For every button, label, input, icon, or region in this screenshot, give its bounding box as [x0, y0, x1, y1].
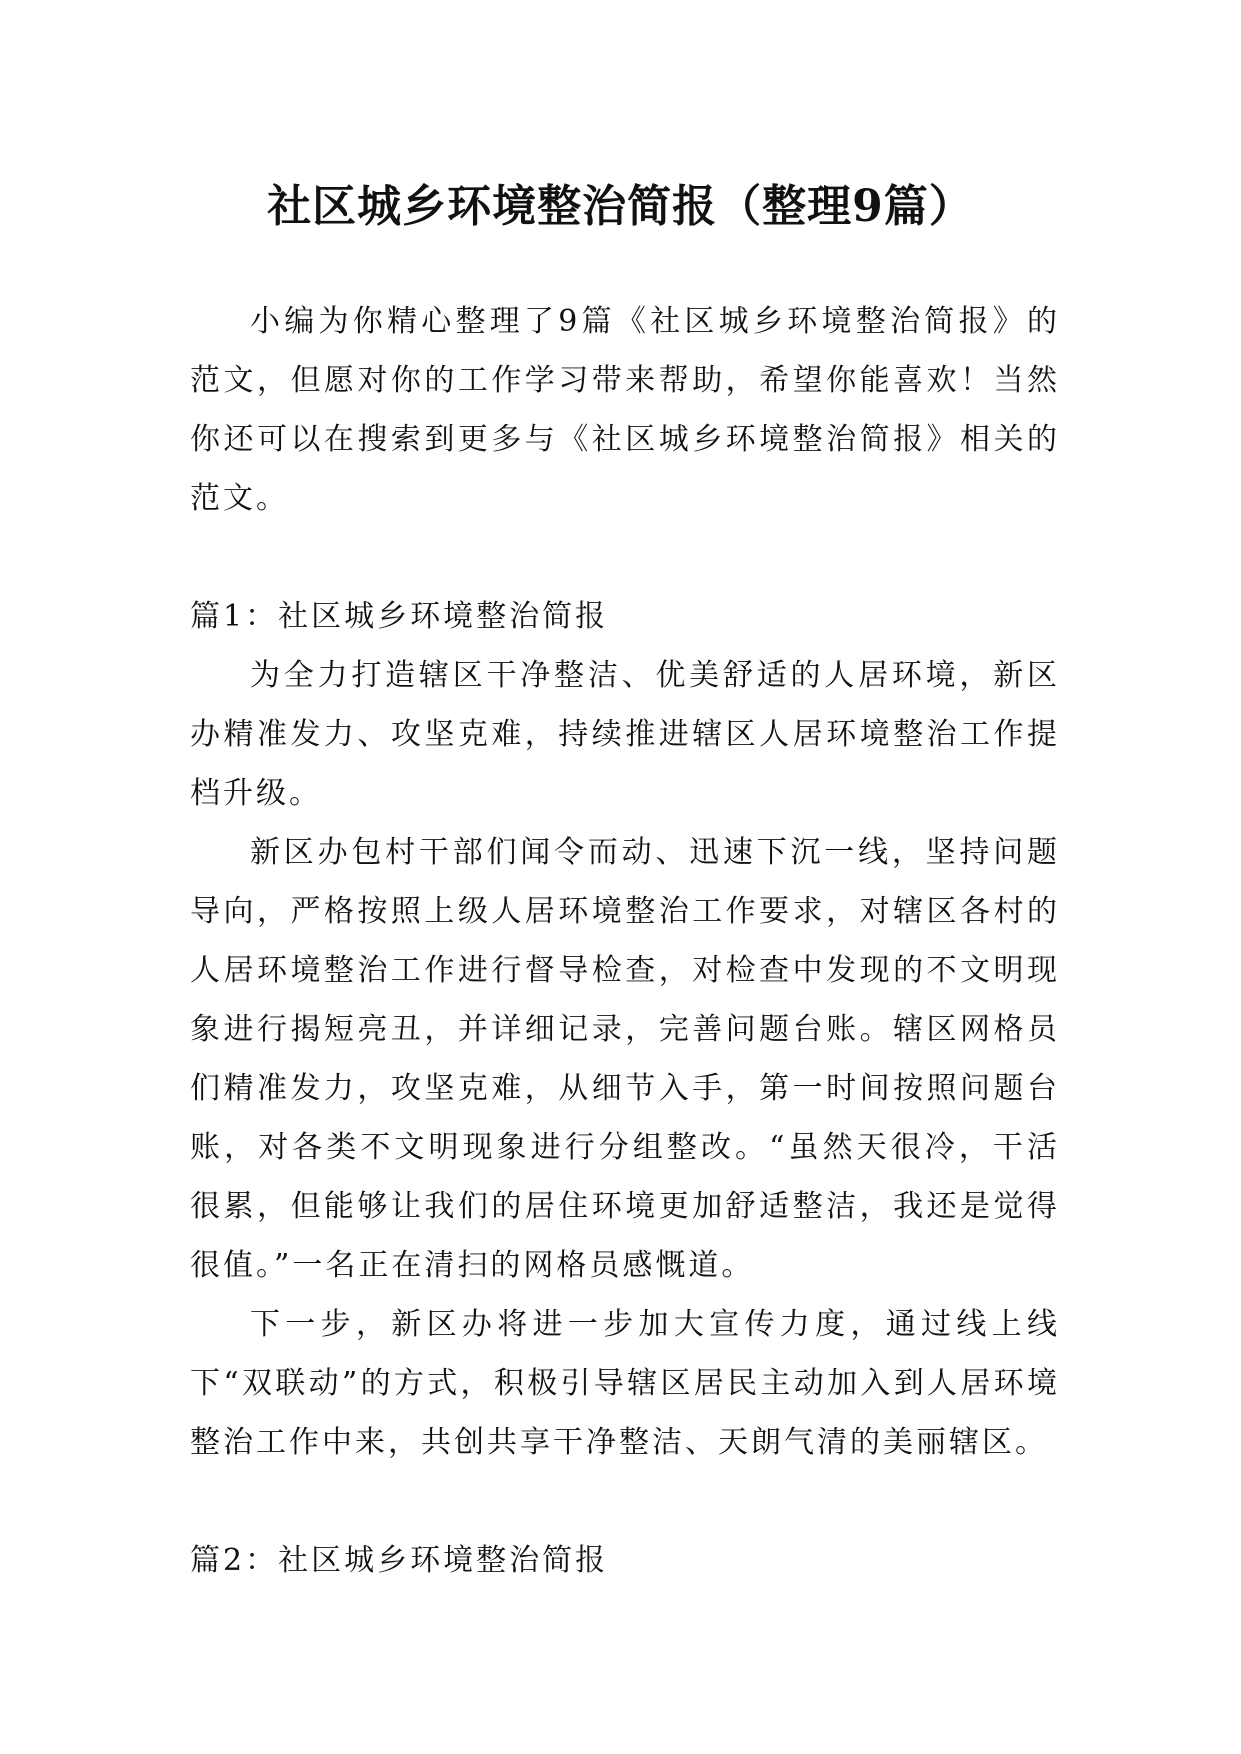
section-1-paragraph-3: 下一步，新区办将进一步加大宣传力度，通过线上线下“双联动”的方式，积极引导辖区居民主动加入到人居环境整治工作中来，共创共享干净整洁、天朗气清的美丽辖区。 — [190, 1307, 1060, 1460]
document-body — [190, 292, 1060, 1590]
document-title: 社区城乡环境整治简报（整理9篇） — [267, 181, 974, 233]
section-1-paragraph-2: 新区办包村干部们闻令而动、迅速下沉一线，坚持问题导向，严格按照上级人居环境整治工作要求，对辖区各村的人居环境整治工作进行督导检查，对检查中发现的不文明现象进行揭短亮丑，并详细记录，完善问题台账。辖区网格员们精准发力，攻坚克难，从细节入手，第一时间按照问题台账，对各类不文明现象进行分组整改。“虽然天很冷，干活很累，但能够让我们的居住环境更加舒适整洁，我还是觉得很值。”一名正在清扫的网格员感慨道。 — [190, 835, 1060, 1283]
section-heading-2: 篇2：社区城乡环境整治简报 — [190, 1543, 609, 1578]
intro-paragraph: 小编为你精心整理了9篇《社区城乡环境整治简报》的范文，但愿对你的工作学习带来帮助，希望你能喜欢！当然你还可以在搜索到更多与《社区城乡环境整治简报》相关的范文。 — [190, 304, 1060, 516]
section-1-paragraph-1: 为全力打造辖区干净整洁、优美舒适的人居环境，新区办精准发力、攻坚克难，持续推进辖区人居环境整治工作提档升级。 — [190, 658, 1060, 811]
section-heading-1: 篇1：社区城乡环境整治简报 — [190, 599, 609, 634]
